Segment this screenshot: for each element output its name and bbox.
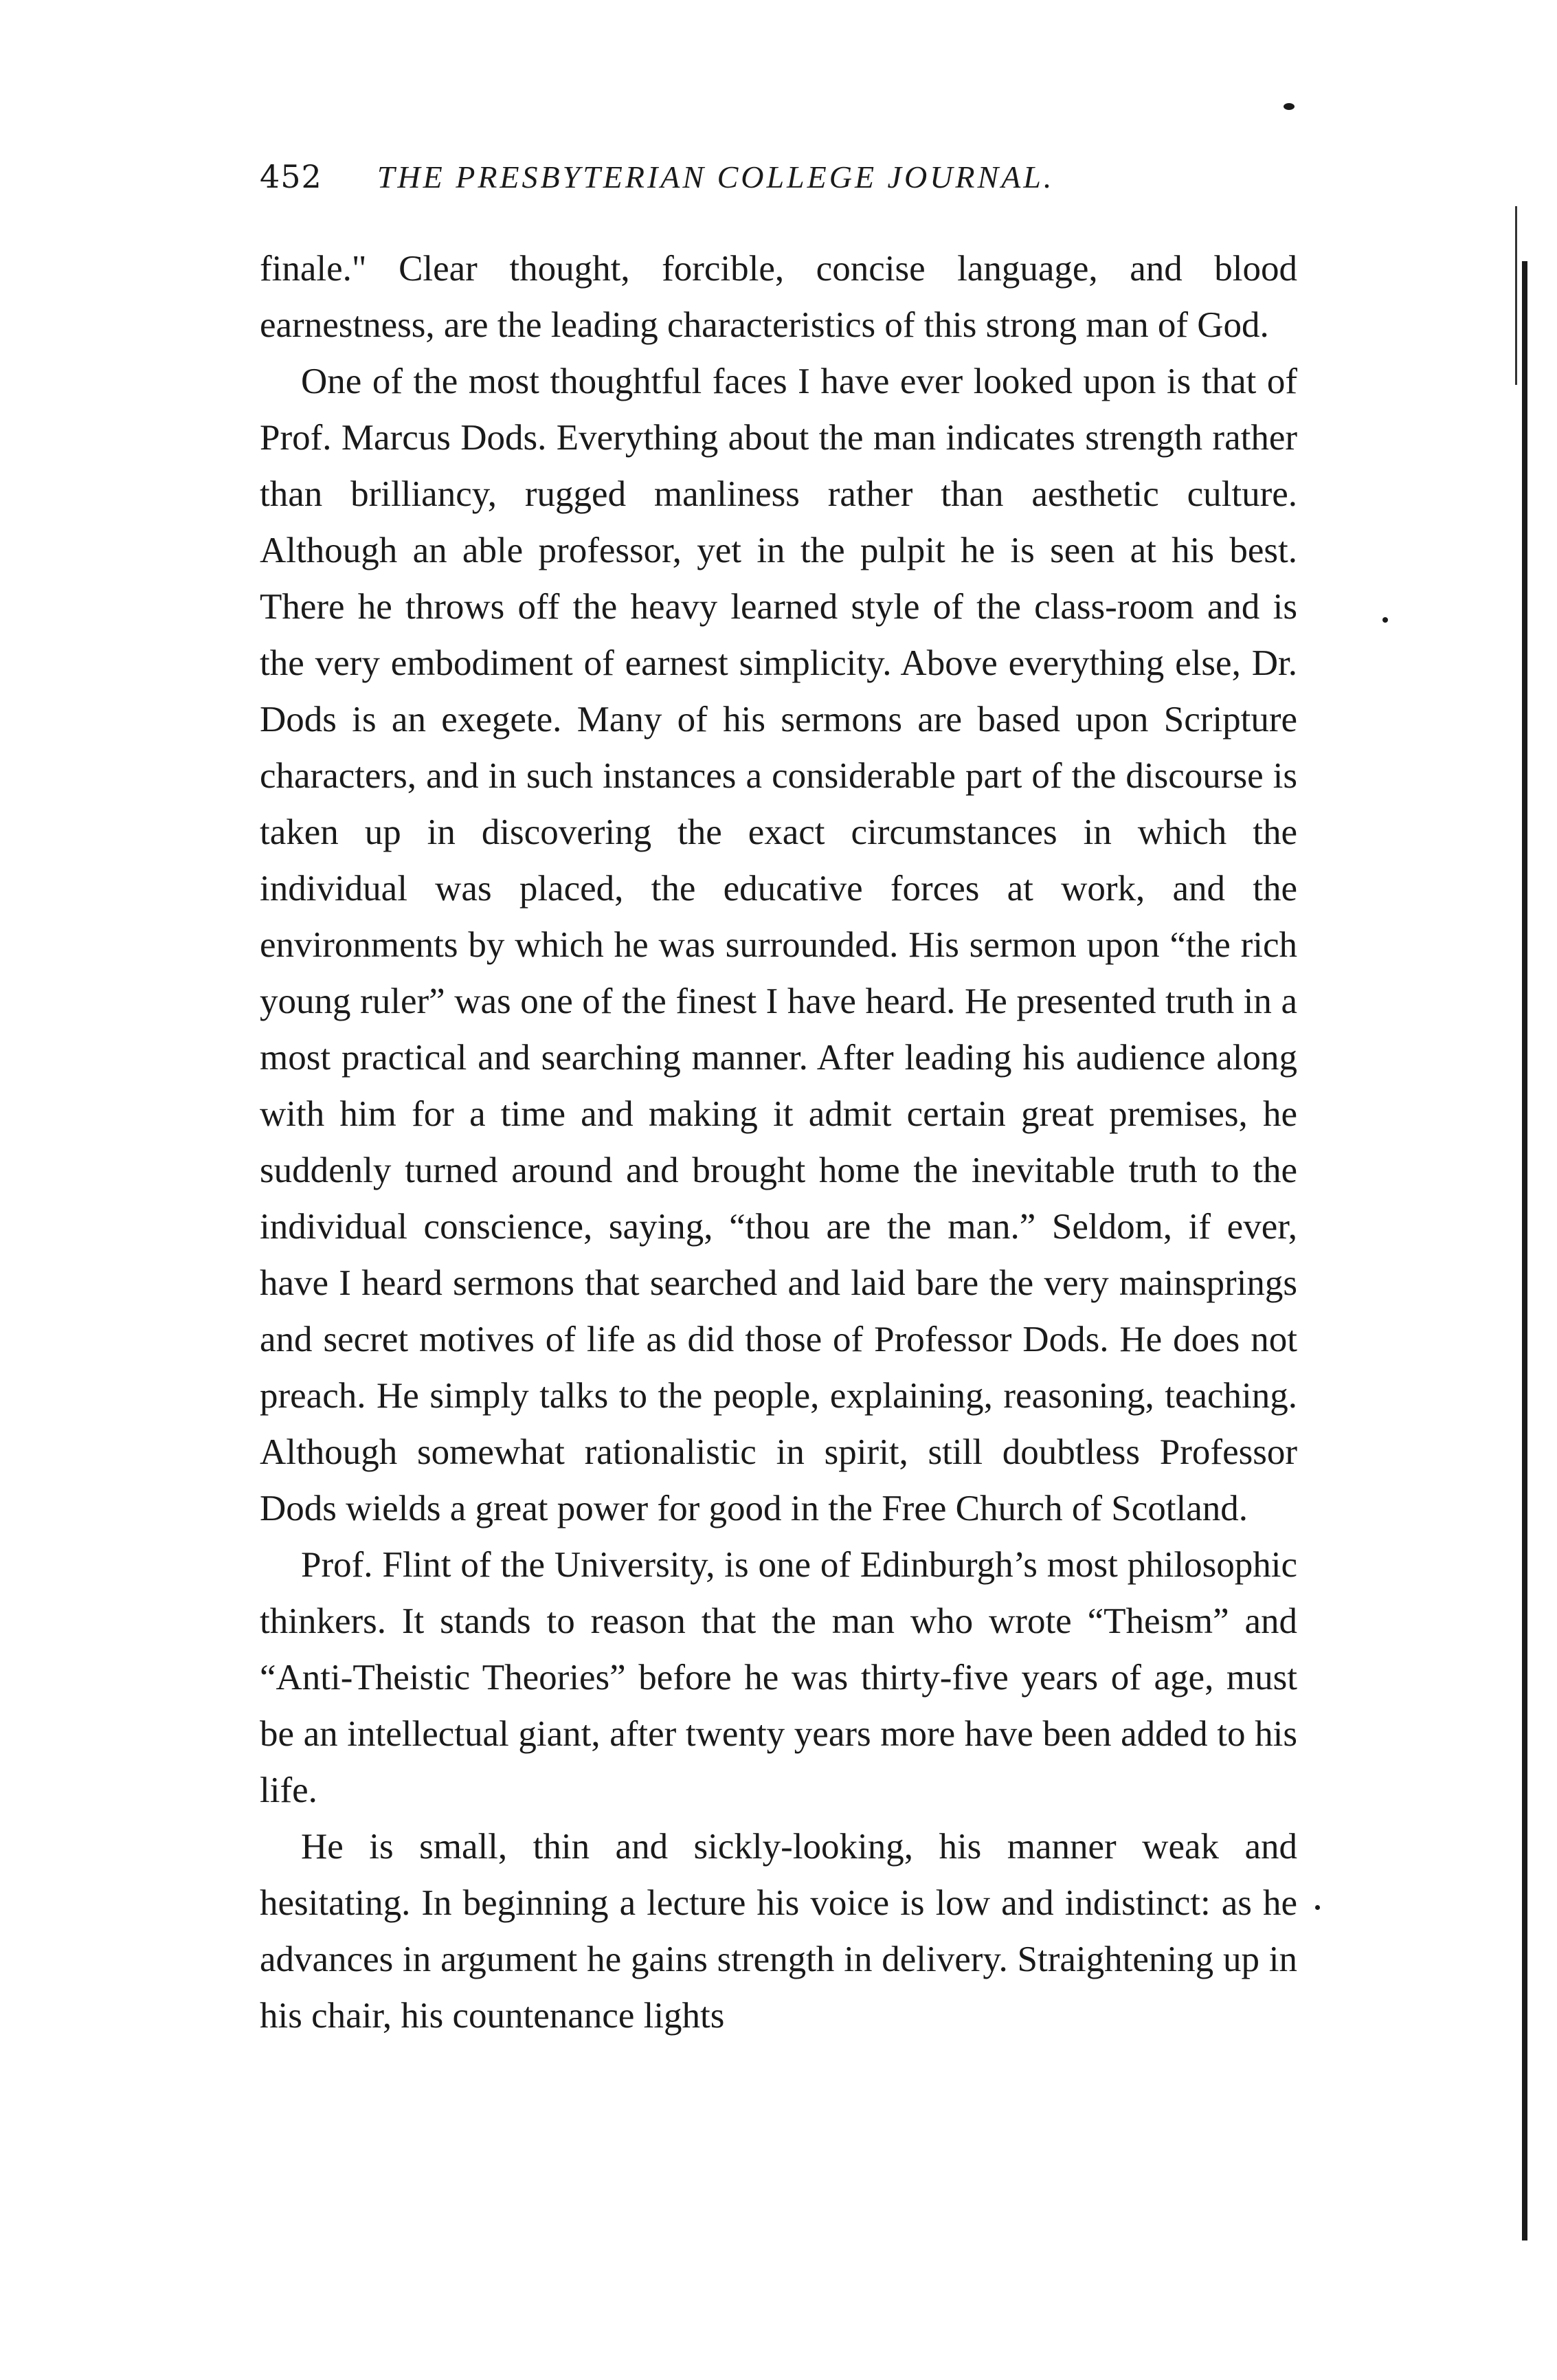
scan-speck — [1382, 617, 1388, 623]
scan-edge-rule — [1522, 261, 1527, 2240]
paragraph-dods: One of the most thoughtful faces I have ever looked upon is that of Prof. Marcus Dods. Everything about the man indicates strength rather than brilliancy, rugged manliness rather than aesthetic culture. Although an able professor, yet in the pulpit he is seen at his best. There he throws off the heavy learned style of the class-room and is the very embodiment of earnest simplicity. Above everything else, Dr. Dods is an exegete. Many of his sermons are based upon Scripture characters, and in such instances a considerable part of the discourse is taken up in discovering the exact circumstances in which the individual was placed, the educative forces at work, and the environments by which he was surrounded. His sermon upon “the rich young ruler” was one of the finest I have heard. He presented truth in a most practical and searching manner. After leading his audience along with him for a time and making it admit certain great premises, he suddenly turned around and brought home the inevitable truth to the individual conscience, saying, “thou are the man.” Seldom, if ever, have I heard sermons that searched and laid bare the very mainsprings and secret motives of life as did those of Professor Dods. He does not preach. He simply talks to the people, explaining, reasoning, teaching. Although somewhat rationalistic in spirit, still doubtless Professor Dods wields a great power for good in the Free Church of Scotland. — [260, 362, 1297, 1528]
running-title: THE PRESBYTERIAN COLLEGE JOURNAL. — [377, 159, 1055, 194]
document-page — [260, 158, 1297, 2044]
scan-speck — [1284, 103, 1295, 110]
paragraph-flint-description: He is small, thin and sickly-looking, his manner weak and hesitating. In beginning a lecture his voice is low and indistinct: as he advances in argument he gains strength in delivery. Straightening up in his chair, his countenance lights — [260, 1827, 1297, 2036]
paragraph-continuation: finale." Clear thought, forcible, concise language, and blood earnestness, are the leading characteristics of this strong man of God. — [260, 249, 1297, 345]
page-number: 452 — [260, 158, 322, 195]
scan-edge-line — [1515, 206, 1517, 385]
page-header — [260, 158, 1297, 241]
body-text — [260, 241, 1297, 2044]
scan-speck — [1315, 1905, 1320, 1910]
paragraph-flint: Prof. Flint of the University, is one of Edinburgh’s most philosophic thinkers. It stands to reason that the man who wrote “Theism” and “Anti-Theistic Theories” before he was thirty-five years of age, must be an intellectual giant, after twenty years more have been added to his life. — [260, 1545, 1297, 1810]
